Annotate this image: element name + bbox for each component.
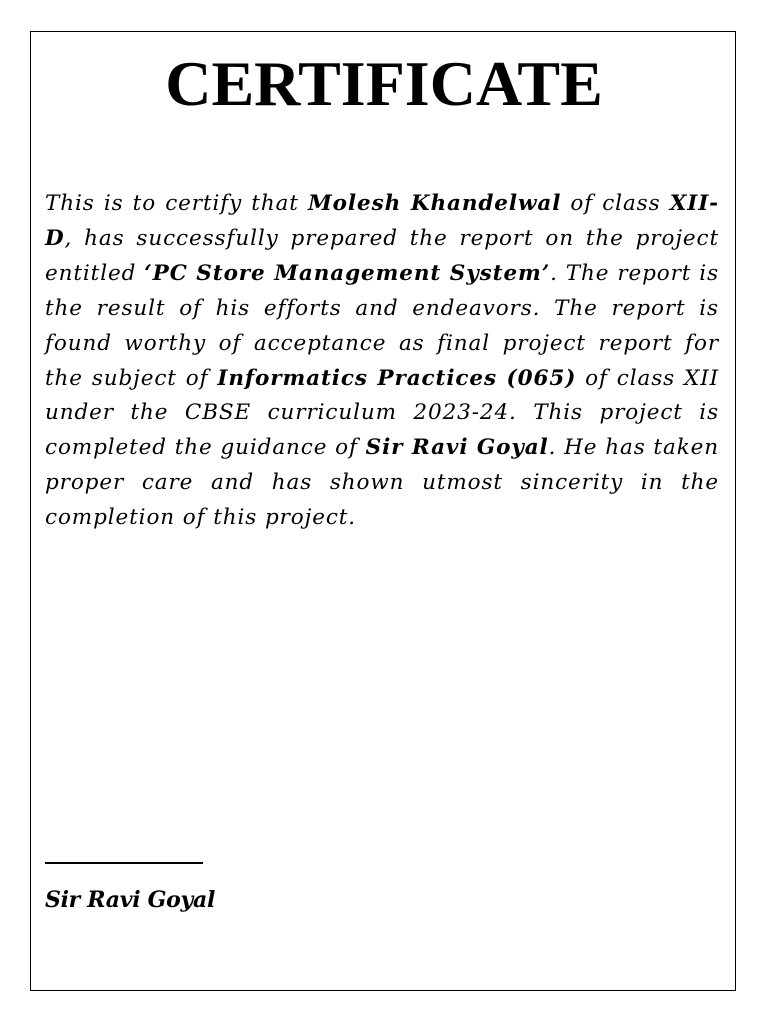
class-prefix-text: of class bbox=[561, 191, 670, 216]
subject-name: Informatics Practices (065) bbox=[217, 365, 577, 391]
project-title: ‘PC Store Management System’ bbox=[144, 260, 551, 286]
result-text: . The report is the result of his efforts and endeavors. The report is found worthy of acceptance as final project report for the subject of bbox=[45, 260, 719, 391]
closing-text: . He has taken proper care and has shown utmost sincerity in the completion of this project. bbox=[45, 435, 719, 531]
student-name: Molesh Khandelwal bbox=[307, 191, 562, 216]
guide-name: Sir Ravi Goyal bbox=[365, 435, 549, 461]
signature-line bbox=[45, 862, 203, 864]
signatory-name: Sir Ravi Goyal bbox=[45, 887, 215, 913]
certificate-body bbox=[45, 187, 719, 536]
prepared-text: , has successfully prepared the report on the project entitled bbox=[45, 225, 719, 286]
page-title: CERTIFICATE bbox=[165, 48, 603, 119]
intro-text: This is to certify that bbox=[45, 191, 308, 216]
curriculum-text: of class XII under the CBSE curriculum 2023-24. This project is completed the guidance of bbox=[45, 365, 719, 461]
class-name: XII-D bbox=[45, 191, 720, 251]
